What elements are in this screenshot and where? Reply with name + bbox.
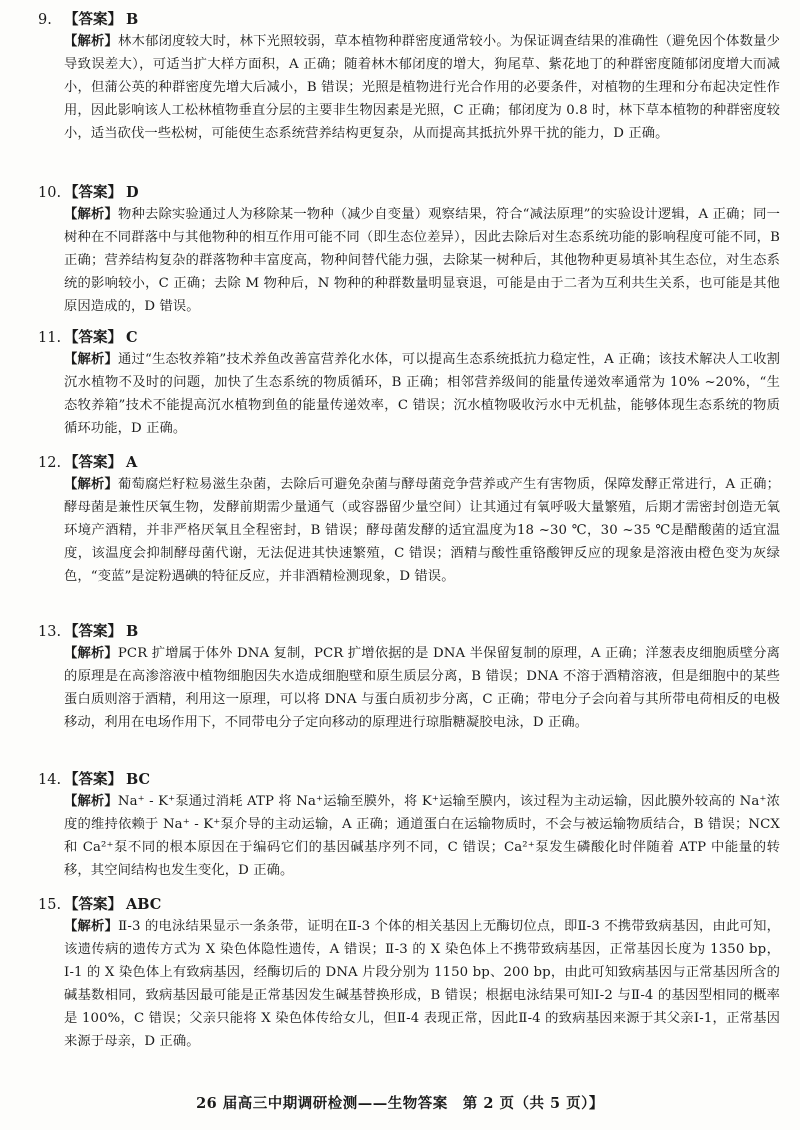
answer-item-12 [38, 453, 780, 588]
answer-line [38, 10, 780, 30]
analysis-paragraph [64, 348, 780, 440]
analysis-label: 【解析】 [64, 646, 118, 661]
answer-item-14 [38, 770, 780, 882]
answer-label: 【答案】 [64, 623, 122, 640]
page-footer: 26 届高三中期调研检测——生物答案 第 2 页（共 5 页）】 [196, 1095, 604, 1112]
answer-line [38, 183, 780, 203]
analysis-label: 【解析】 [64, 352, 118, 367]
analysis-text: Ⅱ-3 的电泳结果显示一条条带，证明在Ⅱ-3 个体的相关基因上无酶切位点，即Ⅱ-3 不携带致病基因，由此可知，该遗传病的遗传方式为 X 染色体隐性遗传，A 错误；Ⅱ-3 的 X 染色体上不携带致病基因，正常基因长度为 1350 bp，Ⅰ-1 的 X 染色体上有致病基因，经酶切后的 DNA 片段分别为 1150 bp、200 bp，由此可知致病基因与正常基因所含的碱基数相同，致病基因最可能是正常基因发生碱基替换形成，B 错误；根据电泳结果可知Ⅰ-2 与Ⅱ-4 的基因型相同的概率是 100%，C 错误；父亲只能将 X 染色体传给女儿，但Ⅱ-4 表现正常，因此Ⅱ-4 的致病基因来源于其父亲Ⅰ-1，正常基因来源于母亲，D 正确。 [64, 919, 780, 1050]
answer-value: B [126, 11, 139, 28]
answer-label: 【答案】 [64, 184, 122, 201]
analysis-label: 【解析】 [64, 207, 118, 222]
answer-value: A [126, 454, 138, 471]
answer-line [38, 895, 780, 915]
answer-item-9 [38, 10, 780, 145]
question-number: 12. [38, 455, 62, 471]
answer-line [38, 622, 780, 642]
analysis-text: 物种去除实验通过人为移除某一物种（减少自变量）观察结果，符合“减法原理”的实验设计逻辑，A 正确；同一树种在不同群落中与其他物种的相互作用可能不同（即生态位差异），因此去除后对生态系统功能的影响程度可能不同，B 正确；营养结构复杂的群落物种丰富度高，物种间替代能力强，去除某一树种后，其他物种更易填补其生态位，对生态系统的影响较小，C 正确；去除 M 物种后，N 物种的种群数量明显衰退，可能是由于二者为互利共生关系，也可能是其他原因造成的，D 错误。 [64, 207, 780, 315]
answer-value: ABC [126, 896, 162, 913]
answer-line [38, 453, 780, 473]
analysis-paragraph [64, 473, 780, 588]
analysis-paragraph [64, 203, 780, 318]
analysis-text: Na⁺ - K⁺泵通过消耗 ATP 将 Na⁺运输至膜外，将 K⁺运输至膜内，该过程为主动运输，因此膜外较高的 Na⁺浓度的维持依赖于 Na⁺ - K⁺泵介导的主动运输，A 正确；通道蛋白在运输物质时，不会与被运输物质结合，B 错误；NCX 和 Ca²⁺泵不同的根本原因在于编码它们的基因碱基序列不同，C 错误；Ca²⁺泵发生磷酸化时伴随着 ATP 中能量的转移，其空间结构也发生变化，D 正确。 [64, 794, 780, 879]
question-number: 9. [38, 12, 52, 28]
answer-label: 【答案】 [64, 454, 122, 471]
answer-label: 【答案】 [64, 329, 122, 346]
answer-value: C [126, 329, 138, 346]
analysis-label: 【解析】 [64, 34, 119, 49]
analysis-label: 【解析】 [64, 794, 118, 809]
question-number: 14. [38, 772, 62, 788]
question-number: 11. [38, 330, 62, 346]
answer-value: D [126, 184, 139, 201]
answer-line [38, 328, 780, 348]
analysis-text: 葡萄腐烂籽粒易滋生杂菌，去除后可避免杂菌与酵母菌竞争营养或产生有害物质，保障发酵正常进行，A 正确；酵母菌是兼性厌氧生物，发酵前期需少量通气（或容器留少量空间）让其通过有氧呼吸大量繁殖，后期才需密封创造无氧环境产酒精，并非严格厌氧且全程密封，B 错误；酵母菌发酵的适宜温度为18 ~30 ℃，30 ~35 ℃是醋酸菌的适宜温度，该温度会抑制酵母菌代谢，无法促进其快速繁殖，C 错误；酒精与酸性重铬酸钾反应的现象是溶液由橙色变为灰绿色，“变蓝”是淀粉遇碘的特征反应，并非酒精检测现象，D 错误。 [64, 477, 780, 585]
analysis-paragraph [64, 915, 780, 1054]
answer-label: 【答案】 [64, 11, 122, 28]
answer-label: 【答案】 [64, 771, 122, 788]
analysis-text: 通过“生态牧养箱”技术养鱼改善富营养化水体，可以提高生态系统抵抗力稳定性，A 正确；该技术解决人工收割沉水植物不及时的问题，加快了生态系统的物质循环，B 正确；相邻营养级间的能量传递效率通常为 10% ~20%，“生态牧养箱”技术不能提高沉水植物到鱼的能量传递效率，C 错误；沉水植物吸收污水中无机盐，能够体现生态系统的物质循环功能，D 正确。 [64, 352, 780, 437]
analysis-paragraph [64, 790, 780, 882]
question-number: 13. [38, 624, 62, 640]
analysis-label: 【解析】 [64, 919, 119, 934]
answer-value: BC [126, 771, 151, 788]
analysis-paragraph [64, 642, 780, 734]
analysis-text: PCR 扩增属于体外 DNA 复制，PCR 扩增依据的是 DNA 半保留复制的原理，A 正确；洋葱表皮细胞质壁分离的原理是在高渗溶液中植物细胞因失水造成细胞壁和原生质层分离，B 错误；DNA 不溶于酒精溶液，但是细胞中的某些蛋白质则溶于酒精，利用这一原理，可以将 DNA 与蛋白质初步分离，C 正确；带电分子会向着与其所带电荷相反的电极移动，利用在电场作用下，不同带电分子定向移动的原理进行琼脂糖凝胶电泳，D 正确。 [64, 646, 780, 731]
answer-item-15 [38, 895, 780, 1054]
analysis-text: 林木郁闭度较大时，林下光照较弱，草本植物种群密度通常较小。为保证调查结果的准确性（避免因个体数量少导致误差大），可适当扩大样方面积，A 正确；随着林木郁闭度的增大，狗尾草、紫花地丁的种群密度随郁闭度增大而减小，但蒲公英的种群密度先增大后减小，B 错误；光照是植物进行光合作用的必要条件，对植物的生理和分布起决定性作用，因此影响该人工松林植物垂直分层的主要非生物因素是光照，C 正确；郁闭度为 0.8 时，林下草本植物的种群密度较小，适当砍伐一些松树，可能使生态系统营养结构更复杂，从而提高其抵抗外界干扰的能力，D 正确。 [64, 34, 780, 142]
answer-line [38, 770, 780, 790]
answer-item-10 [38, 183, 780, 318]
answer-item-13 [38, 622, 780, 734]
answer-value: B [126, 623, 139, 640]
analysis-label: 【解析】 [64, 477, 118, 492]
question-number: 10. [38, 185, 62, 201]
answer-item-11 [38, 328, 780, 440]
answer-label: 【答案】 [64, 896, 122, 913]
analysis-paragraph [64, 30, 780, 145]
question-number: 15. [38, 897, 62, 913]
